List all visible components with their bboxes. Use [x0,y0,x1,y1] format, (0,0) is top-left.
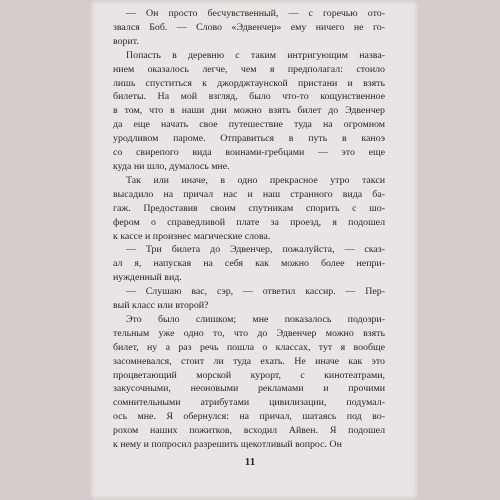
text-line: рохом наших пожитков, всходил Айвен. Я подошел [113,425,385,437]
text-line: лишь спуститься к джорджтаунской пристани и взять [113,77,385,89]
paragraph [113,7,385,49]
text-line: ворит. [113,35,139,47]
text-line: — Три билета до Эдвенчер, пожалуйста, — сказ- [126,244,385,256]
page-number: 11 [244,456,256,468]
text-line: куда ни шло, думалось мне. [113,160,230,172]
text-line: уродливом пароме. Отправиться в путь в каноэ [113,133,385,145]
text-line: закусочными, неоновыми рекламами и прочими [113,383,385,395]
page-text [113,7,385,452]
text-line: к кассе и произнес магические слова. [113,230,271,242]
text-line: билеты. На мой взгляд, было что-то кощунственное [113,91,385,103]
text-line: — Слушаю вас, сэр, — ответил кассир. — Пер- [126,286,385,298]
text-line: вый класс или второй? [113,300,209,312]
text-line: тельным уже одно то, что до Эдвенчер можно взять [113,327,385,339]
text-line: билет, ну а раз речь пошла о классах, тут я вообще [113,341,385,353]
text-line: в том, что в наши дни можно взять билет до Эдвенчер [113,105,385,117]
text-line: нием оказалось легче, чем я предполагал: стоило [113,63,385,75]
paragraph [113,174,385,244]
text-line: Попасть в деревню с таким интригующим назва- [126,49,385,61]
text-line: гаж. Предоставив своим спутникам спорить с шо- [113,202,385,214]
text-line: нужденный вид. [113,272,182,284]
text-line: со свирепого вида воинами-гребцами — это еще [113,147,385,159]
text-line: сомнительными атрибутами цивилизации, подумал- [113,397,385,409]
text-line: высадило на причал нас и наш странного вида ба- [113,188,385,200]
text-line: Это было слишком; мне показалось подозри- [126,313,385,325]
text-line: к нему и попросил разрешить щекотливый вопрос. Он [113,439,342,451]
text-line: засомневался, стоит ли туда ехать. Не иначе как это [113,355,385,367]
text-line: процветающий морской курорт, с кинотеатрами, [113,369,385,381]
text-line: — Он просто бесчувственный, — с горечью ото- [126,8,385,19]
paragraph [113,243,385,285]
paragraph [113,49,385,174]
text-line: звался Боб. — Слово «Эдвенчер» ему ничего не го- [113,21,385,33]
text-line: да еще начать свое путешествие туда на огромном [113,119,385,131]
paragraph [113,313,385,452]
text-line: фером о справедливой плате за проезд, я подошел [113,216,385,228]
text-line: Так или иначе, в одно прекрасное утро такси [126,174,385,186]
text-line: ал я, напуская на себя как можно более непри- [113,258,385,270]
text-line: ось мне. Я обернулся: на причал, шатаясь под во- [113,411,385,423]
paragraph [113,285,385,313]
